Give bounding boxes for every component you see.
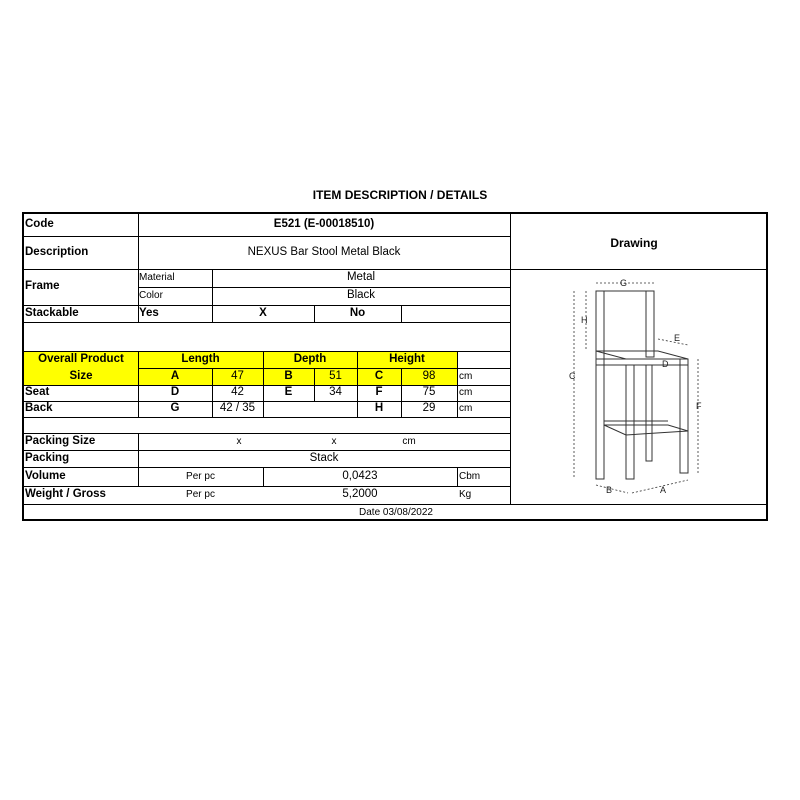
color-label: Color <box>139 290 163 301</box>
stackable-yes: Yes <box>139 306 159 319</box>
drawing-label-e: E <box>674 333 681 343</box>
dim-value-e: 34 <box>329 386 342 399</box>
dim-letter-a: A <box>170 369 180 382</box>
weight-value: 5,2000 <box>342 488 378 501</box>
packing-size-x1: x <box>236 435 242 447</box>
dim-value-h: 29 <box>422 402 436 415</box>
height-header: Height <box>389 352 425 365</box>
dim-letter-b: B <box>284 369 293 382</box>
overall-size-label-1: Overall Product <box>38 352 124 365</box>
stackable-label: Stackable <box>25 306 79 319</box>
code-label: Code <box>25 218 54 231</box>
overall-size-label-2: Size <box>69 369 93 382</box>
drawing-label-h: H <box>581 315 588 325</box>
drawing-title: Drawing <box>610 236 658 250</box>
seat-label: Seat <box>25 386 50 399</box>
dim-value-f: 75 <box>422 386 436 399</box>
material-value: Metal <box>346 271 376 284</box>
page-title: ITEM DESCRIPTION / DETAILS <box>312 188 488 202</box>
back-label: Back <box>25 402 53 415</box>
packing-size-unit: cm <box>402 435 416 447</box>
drawing-label-d: D <box>662 359 669 369</box>
packing-label: Packing <box>25 451 70 464</box>
packing-size-label: Packing Size <box>25 434 96 447</box>
drawing-label-c: C <box>569 371 576 381</box>
volume-unit: Cbm <box>459 470 481 482</box>
stackable-no: No <box>349 306 366 319</box>
volume-per: Per pc <box>186 470 215 482</box>
dim-value-b: 51 <box>329 369 342 382</box>
drawing-label-g: G <box>620 278 628 288</box>
description-value: NEXUS Bar Stool Metal Black <box>247 245 401 258</box>
stackable-mark: X <box>259 306 267 319</box>
color-value: Black <box>346 289 376 302</box>
length-header: Length <box>181 352 220 365</box>
weight-per: Per pc <box>186 489 215 500</box>
dim-value-d: 42 <box>231 386 244 399</box>
volume-label: Volume <box>25 469 66 482</box>
date-stamp: Date 03/08/2022 <box>359 506 433 518</box>
dim-letter-h: H <box>374 402 384 415</box>
dim-letter-g: G <box>170 402 180 415</box>
seat-unit: cm <box>459 387 473 398</box>
description-label: Description <box>25 245 89 258</box>
packing-size-x2: x <box>331 435 337 447</box>
volume-value: 0,0423 <box>342 469 378 482</box>
code-value: E521 (E-00018510) <box>273 218 375 231</box>
back-unit: cm <box>459 403 473 414</box>
dim-value-c: 98 <box>422 369 436 382</box>
dim-letter-e: E <box>284 386 293 399</box>
dim-letter-d: D <box>170 386 180 399</box>
drawing-label-b: B <box>606 485 613 495</box>
material-label: Material <box>139 272 175 283</box>
drawing-label-a: A <box>660 485 667 495</box>
packing-value: Stack <box>309 451 339 464</box>
depth-header: Depth <box>293 352 327 365</box>
weight-unit: Kg <box>459 489 472 500</box>
frame-label: Frame <box>25 280 60 293</box>
weight-label: Weight / Gross <box>25 488 106 501</box>
dim-value-a: 47 <box>231 369 244 382</box>
overall-unit: cm <box>459 370 473 382</box>
dim-letter-f: F <box>375 386 383 399</box>
dim-value-g: 42 / 35 <box>219 402 256 415</box>
stool-drawing <box>548 275 718 500</box>
drawing-label-f: F <box>696 401 702 411</box>
dim-letter-c: C <box>374 369 384 382</box>
